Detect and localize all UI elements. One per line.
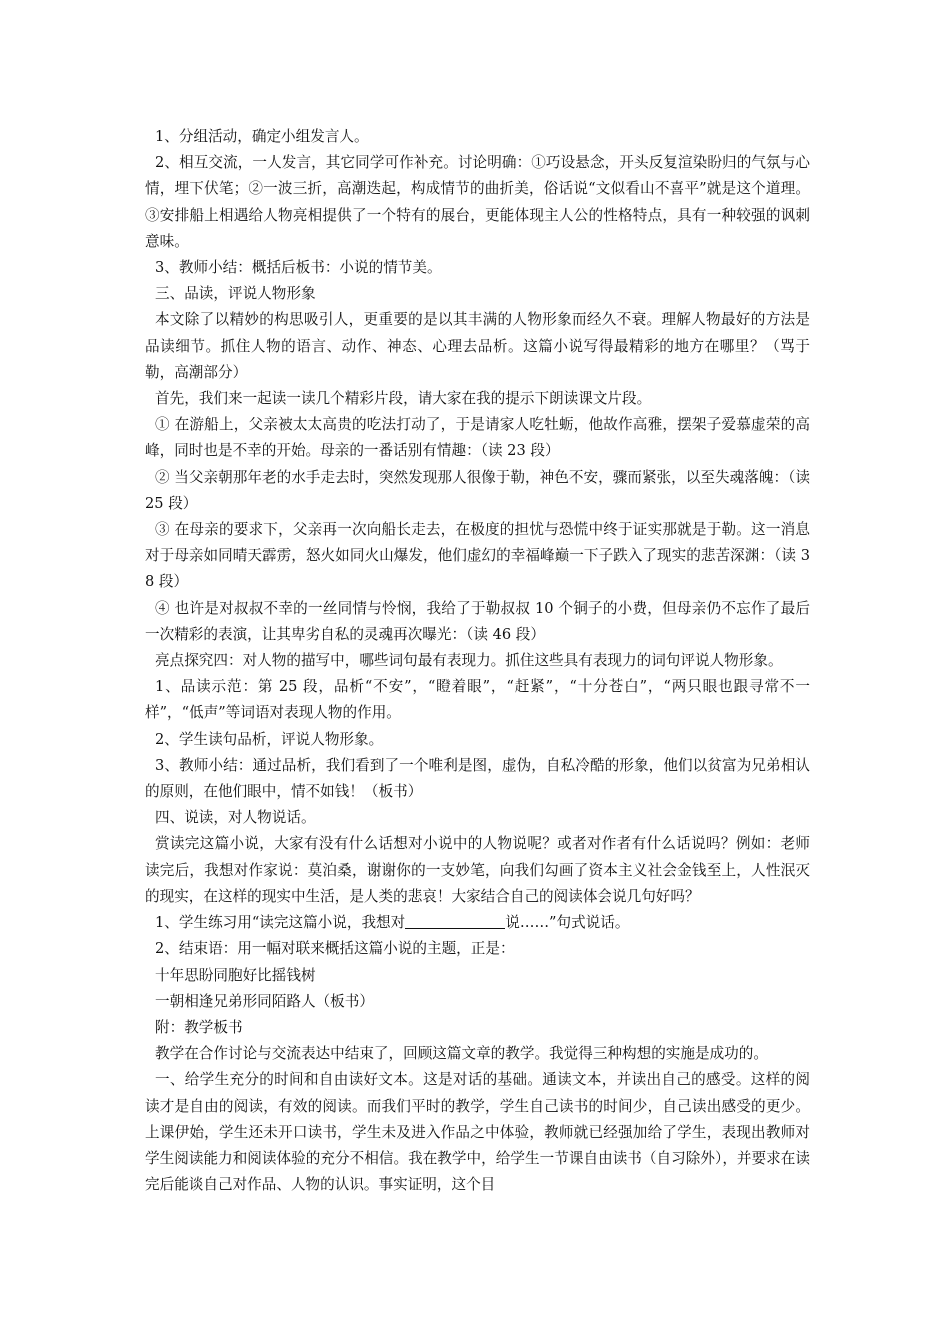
section-heading-speak: 四、说读，对人物说话。: [155, 809, 316, 827]
paragraph-reflection: 教学在合作讨论与交流表达中结束了，回顾这篇文章的教学。我觉得三种构想的实施是成功的。: [155, 1045, 768, 1063]
paragraph-plot-summary: 3、教师小结：概括后板书：小说的情节美。: [155, 259, 442, 277]
paragraph-speak-intro: 赏读完这篇小说，大家有没有什么话想对小说中的人物说呢？或者对作者有什么话说吗？例如：老师读完后，我想对作家说：莫泊桑，谢谢你的一支妙笔，向我们勾画了资本主义社会金钱至上，人性泯灭的现实，在这样的现实中生活，是人类的悲哀！大家结合自己的阅读体会说几句好吗？: [145, 835, 810, 905]
paragraph-excerpt-3: ③ 在母亲的要求下，父亲再一次向船长走去，在极度的担忧与恐慌中终于证实那就是于勒。这一消息对于母亲如同晴天霹雳，怒火如同火山爆发，他们虚幻的幸福峰巅一下子跌入了现实的悲苦深渊：（读 38 段）: [145, 521, 810, 591]
paragraph-character-intro: 本文除了以精妙的构思吸引人，更重要的是以其丰满的人物形象而经久不衰。理解人物最好的方法是品读细节。抓住人物的语言、动作、神态、心理去品析。这篇小说写得最精彩的地方在哪里？（骂于勒，高潮部分）: [145, 311, 810, 381]
paragraph-group-activity: 1、分组活动，确定小组发言人。: [155, 128, 369, 145]
paragraph-teacher-summary: 3、教师小结：通过品析，我们看到了一个唯利是图，虚伪，自私冷酷的形象，他们以贫富为兄弟相认的原则，在他们眼中，情不如钱！（板书）: [145, 756, 810, 801]
fill-blank-line: [405, 912, 505, 929]
couplet-line-2: 一朝相逢兄弟形同陌路人（板书）: [155, 992, 374, 1010]
paragraph-read-aloud: 首先，我们来一起读一读几个精彩片段，请大家在我的提示下朗读课文片段。: [155, 390, 652, 408]
paragraph-student-analysis: 2、学生读句品析，评说人物形象。: [155, 730, 384, 748]
paragraph-closing: 2、结束语：用一幅对联来概括这篇小说的主题，正是：: [155, 940, 515, 958]
appendix-board: 附：教学板书: [155, 1018, 243, 1036]
paragraph-practice: [145, 910, 810, 936]
paragraph-excerpt-1: ① 在游船上，父亲被太太高贵的吃法打动了，于是请家人吃牡蛎，他故作高雅，摆架子爱慕虚荣的高峰，同时也是不幸的开始。母亲的一番话别有情趣：（读 23 段）: [145, 416, 810, 460]
paragraph-reflection-point-1: 一、给学生充分的时间和自由读好文本。这是对话的基础。通读文本，并读出自己的感受。这样的阅读才是自由的阅读，有效的阅读。而我们平时的教学，学生自己读书的时间少，自己读出感受的更少。上课伊始，学生还未开口读书，学生未及进入作品之中体验，教师就已经强加给了学生，表现出教师对学生阅读能力和阅读体验的充分不相信。我在教学中，给学生一节课自由读书（自习除外），并要求在读完后能谈自己对作品、人物的认识。事实证明，这个目: [145, 1071, 810, 1194]
paragraph-highlight-4: 亮点探究四：对人物的描写中，哪些词句最有表现力。抓住这些具有表现力的词句评说人物形象。: [155, 652, 783, 670]
couplet-line-1: 十年思盼同胞好比摇钱树: [155, 966, 316, 984]
paragraph-demo-reading: 1、品读示范：第 25 段，品析“不安”，“瞪着眼”，“赶紧”，“十分苍白”，“两只眼也跟寻常不一样”，“低声”等词语对表现人物的作用。: [145, 678, 810, 722]
paragraph-excerpt-2: ② 当父亲朝那年老的水手走去时，突然发现那人很像于勒，神色不安，骤而紧张，以至失魂落魄：（读 25 段）: [145, 468, 810, 512]
section-heading-character: 三、品读，评说人物形象: [155, 285, 316, 303]
paragraph-excerpt-4: ④ 也许是对叔叔不幸的一丝同情与怜悯，我给了于勒叔叔 10 个铜子的小费，但母亲仍不忘作了最后一次精彩的表演，让其卑劣自私的灵魂再次曝光：（读 46 段）: [145, 599, 810, 643]
practice-prefix: 1、学生练习用“读完这篇小说，我想对: [155, 914, 406, 932]
paragraph-discussion: 2、相互交流，一人发言，其它同学可作补充。讨论明确：①巧设悬念，开头反复渲染盼归的气氛与心情，埋下伏笔；②一波三折，高潮迭起，构成情节的曲折美，俗话说“文似看山不喜平”就是这个道理。③安排船上相遇给人物亮相提供了一个特有的展台，更能体现主人公的性格特点，具有一种较强的讽刺意味。: [145, 154, 810, 250]
practice-suffix: 说……”句式说话。: [505, 914, 630, 932]
document-body: [145, 124, 810, 1198]
